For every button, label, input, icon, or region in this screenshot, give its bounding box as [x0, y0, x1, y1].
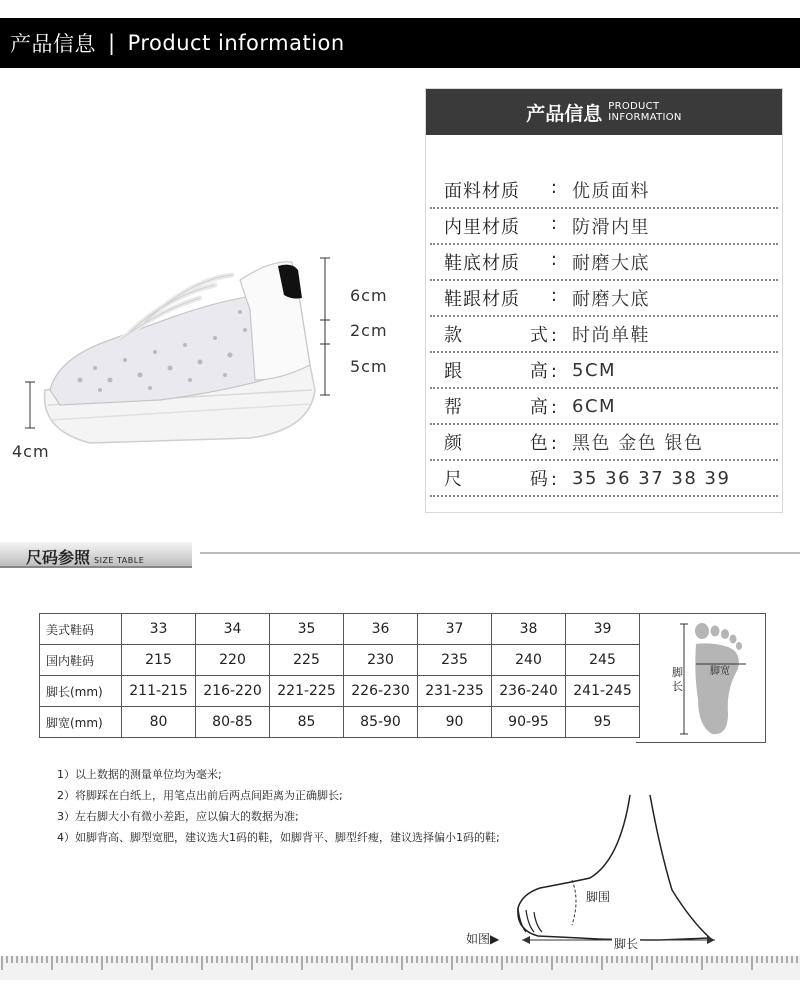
info-row-fabric [430, 173, 778, 209]
foot-side-illustration [460, 790, 760, 960]
info-value: 5CM [572, 359, 617, 381]
table-cell: 34 [196, 614, 270, 645]
table-cell: 216-220 [196, 676, 270, 707]
info-label [444, 249, 558, 275]
table-cell: 85-90 [344, 707, 418, 738]
as-shown-label: 如图▶ [466, 932, 500, 946]
ruler [0, 956, 800, 980]
info-row-style [430, 317, 778, 353]
table-cell: 236-240 [492, 676, 566, 707]
dim-middle-label: 2cm [350, 321, 388, 340]
info-label [444, 393, 558, 419]
info-row-upper-height [430, 389, 778, 425]
table-cell: 37 [418, 614, 492, 645]
info-label-a: 帮 [444, 397, 463, 418]
ruler-ticks [0, 956, 800, 980]
banner-title-en: Product information [127, 31, 345, 55]
size-table-header [0, 540, 205, 570]
row-label: 美式鞋码 [40, 614, 122, 645]
info-label [444, 357, 558, 383]
table-cell: 245 [566, 645, 640, 676]
info-label [444, 213, 558, 239]
table-cell: 220 [196, 645, 270, 676]
info-value: 耐磨大底 [572, 289, 650, 310]
colon: : [550, 213, 558, 234]
size-header-title-en: SIZE TABLE [94, 556, 145, 565]
info-card-title-cn: 产品信息 [526, 102, 603, 125]
colon: : [550, 361, 558, 382]
table-cell: 36 [344, 614, 418, 645]
footprint-icon [636, 614, 766, 744]
row-label: 脚宽(mm) [40, 707, 122, 738]
header-banner [0, 18, 800, 68]
row-label: 国内鞋码 [40, 645, 122, 676]
info-label [444, 465, 558, 491]
foot-side-length-label: 脚长 [614, 937, 639, 951]
table-cell: 235 [418, 645, 492, 676]
info-row-heel [430, 281, 778, 317]
info-label-text: 面料材质 [444, 181, 520, 202]
info-label-b: 码 [529, 469, 549, 490]
info-label-a: 尺 [444, 469, 463, 490]
info-card-header [426, 89, 782, 135]
info-row-sole [430, 245, 778, 281]
info-label-b: 高 [529, 361, 549, 382]
table-cell: 211-215 [122, 676, 196, 707]
table-cell: 225 [270, 645, 344, 676]
info-card-title-en-line1: PRODUCT [608, 101, 660, 112]
size-header-divider [200, 552, 800, 554]
size-header-title-cn: 尺码参照 [26, 548, 91, 567]
foot-girth-label: 脚围 [586, 890, 611, 904]
table-cell: 80-85 [196, 707, 270, 738]
table-cell: 95 [566, 707, 640, 738]
table-row [40, 707, 640, 738]
info-row-heel-height [430, 353, 778, 389]
info-label-a: 跟 [444, 361, 463, 382]
info-card-title-en-line2: INFORMATION [608, 112, 682, 123]
info-row-size [430, 461, 778, 497]
colon: : [550, 325, 558, 346]
note-item: 4）如脚背高、脚型宽肥，建议选大1码的鞋，如脚背平、脚型纤瘦，建议选择偏小1码的鞋; [57, 831, 500, 844]
info-label-a: 款 [444, 325, 463, 346]
dim-lower-label: 5cm [350, 357, 388, 376]
info-value: 耐磨大底 [572, 253, 650, 274]
info-label-text: 内里材质 [444, 217, 520, 238]
info-label [444, 285, 558, 311]
info-row-color [430, 425, 778, 461]
info-label [444, 321, 558, 347]
info-label [444, 177, 558, 203]
foot-length-label: 脚长 [672, 666, 683, 693]
info-value: 优质面料 [572, 181, 650, 202]
info-value: 35 36 37 38 39 [572, 467, 731, 489]
info-value: 时尚单鞋 [572, 325, 650, 346]
table-cell: 90 [418, 707, 492, 738]
table-cell: 38 [492, 614, 566, 645]
table-cell: 35 [270, 614, 344, 645]
colon: : [550, 285, 558, 306]
info-card-title-en [608, 101, 681, 123]
table-cell: 90-95 [492, 707, 566, 738]
table-cell: 215 [122, 645, 196, 676]
table-cell: 241-245 [566, 676, 640, 707]
colon: : [550, 249, 558, 270]
measurement-notes [57, 764, 500, 848]
table-row [40, 676, 640, 707]
product-info-card [425, 88, 783, 513]
dim-upper-label: 6cm [350, 286, 388, 305]
table-cell: 33 [122, 614, 196, 645]
info-label [444, 429, 558, 455]
table-cell: 85 [270, 707, 344, 738]
table-cell: 230 [344, 645, 418, 676]
info-label-a: 颜 [444, 433, 463, 454]
table-cell: 226-230 [344, 676, 418, 707]
table-row [40, 645, 640, 676]
info-row-lining [430, 209, 778, 245]
info-label-b: 式 [529, 325, 549, 346]
row-label: 脚长(mm) [40, 676, 122, 707]
info-label-b: 高 [529, 397, 549, 418]
table-cell: 39 [566, 614, 640, 645]
info-value: 6CM [572, 395, 617, 417]
foot-measure-diagram [460, 790, 760, 960]
colon: : [550, 177, 558, 198]
colon: : [550, 397, 558, 418]
sneaker-image [0, 240, 400, 470]
info-label-b: 色 [529, 433, 549, 454]
info-value: 防滑内里 [572, 217, 650, 238]
table-row [40, 614, 640, 645]
banner-title-cn: 产品信息 [10, 32, 96, 56]
info-label-text: 鞋底材质 [444, 253, 520, 274]
size-header-text [26, 545, 144, 568]
shoe-illustration [0, 240, 400, 470]
table-cell: 240 [492, 645, 566, 676]
info-label-text: 鞋跟材质 [444, 289, 520, 310]
size-table [39, 613, 640, 738]
table-cell: 231-235 [418, 676, 492, 707]
colon: : [550, 469, 558, 490]
foot-width-label: 脚宽 [710, 666, 730, 677]
banner-separator: | [108, 31, 116, 55]
table-cell: 80 [122, 707, 196, 738]
note-item: 2）将脚踩在白纸上，用笔点出前后两点间距离为正确脚长; [57, 789, 343, 802]
dim-sole-label: 4cm [12, 442, 50, 461]
note-item: 1）以上数据的测量单位均为毫米; [57, 768, 222, 781]
note-item: 3）左右脚大小有微小差距，应以偏大的数据为准; [57, 810, 299, 823]
colon: : [550, 433, 558, 454]
info-rows [430, 173, 778, 497]
foot-size-diagram [636, 613, 766, 743]
table-cell: 221-225 [270, 676, 344, 707]
info-value: 黑色 金色 银色 [572, 433, 704, 454]
